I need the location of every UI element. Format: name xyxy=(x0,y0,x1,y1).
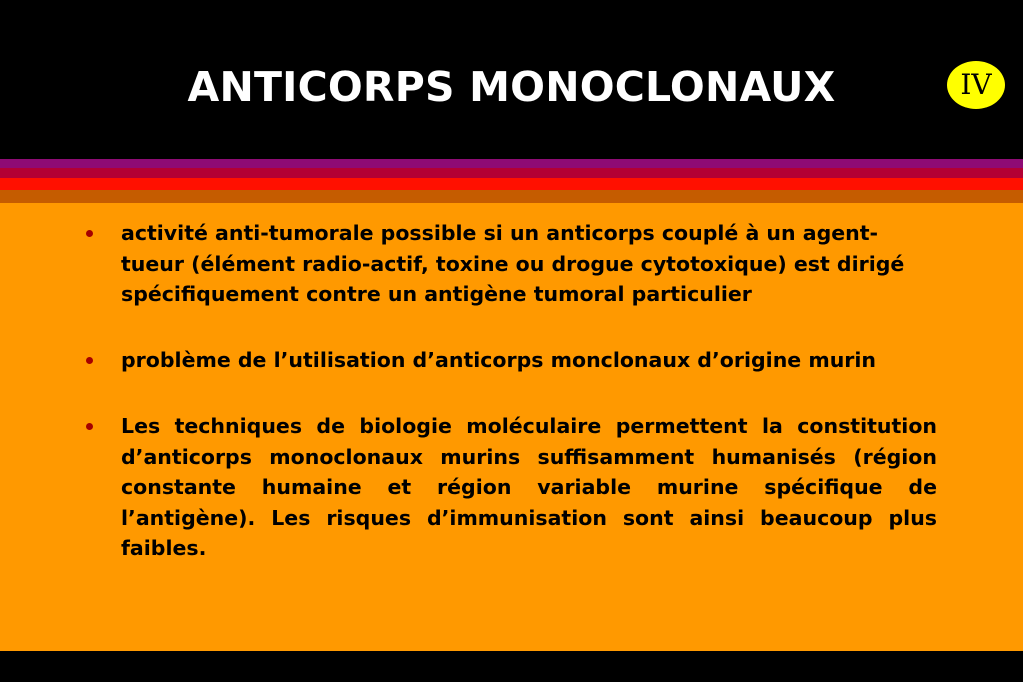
bullet-dot-icon xyxy=(86,230,93,237)
bullet-dot-icon xyxy=(86,423,93,430)
section-badge: IV xyxy=(947,61,1005,109)
content-panel xyxy=(0,203,1023,651)
decorative-stripe-crimson xyxy=(0,168,1023,178)
slide-title: ANTICORPS MONOCLONAUX xyxy=(187,63,836,111)
decorative-stripe-red xyxy=(0,178,1023,190)
bullet-text: Les techniques de biologie moléculaire permettent la constitution d’anticorps monoclonaux murins suffisamment humanisés (région constante humaine et région variable murine spécifique de l’antigène). Les risques d’immunisation sont ainsi beaucoup plus faibles. xyxy=(121,414,937,560)
bullet-text: problème de l’utilisation d’anticorps monclonaux d’origine murin xyxy=(121,348,877,372)
bullet-dot-icon xyxy=(86,357,93,364)
decorative-stripe-purple xyxy=(0,159,1023,168)
decorative-stripe-brown xyxy=(0,190,1023,203)
bullet-text: activité anti-tumorale possible si un anticorps couplé à un agent-tueur (élément radio-actif, toxine ou drogue cytotoxique) est dirigé spécifiquement contre un antigène tumoral particulier xyxy=(121,221,905,306)
bottom-bar xyxy=(0,651,1023,682)
